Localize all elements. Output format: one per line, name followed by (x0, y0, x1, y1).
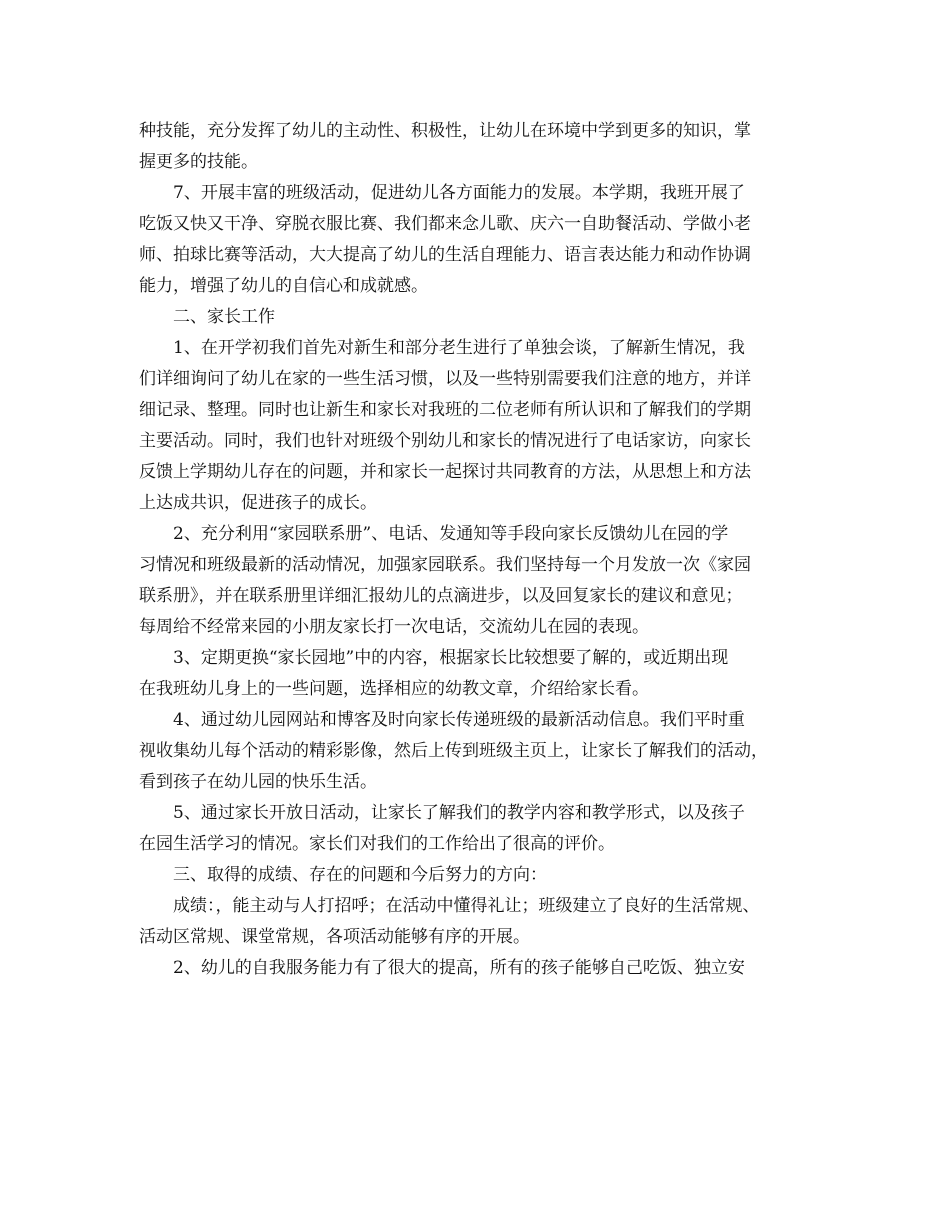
text-line: 上达成共识，促进孩子的成长。 (139, 493, 377, 513)
text-line: 们详细询问了幼儿在家的一些生活习惯，以及一些特别需要我们注意的地方，并详 (139, 369, 751, 389)
text-line: 细记录、整理。同时也让新生和家长对我班的二位老师有所认识和了解我们的学期 (139, 400, 751, 420)
text-line: 能力，增强了幼儿的自信心和成就感。 (139, 276, 428, 296)
text-line: 3、定期更换“家长园地”中的内容，根据家长比较想要了解的，或近期出现 (173, 648, 729, 668)
text-line: 7、开展丰富的班级活动，促进幼儿各方面能力的发展。本学期，我班开展了 (173, 183, 745, 203)
text-line: 2、充分利用“家园联系册”、电话、发通知等手段向家长反馈幼儿在园的学 (173, 524, 729, 544)
text-line: 在园生活学习的情况。家长们对我们的工作给出了很高的评价。 (139, 834, 615, 854)
text-line: 师、拍球比赛等活动，大大提高了幼儿的生活自理能力、语言表达能力和动作协调 (139, 245, 751, 265)
text-line: 吃饭又快又干净、穿脱衣服比赛、我们都来念儿歌、庆六一自助餐活动、学做小老 (139, 214, 751, 234)
text-line: 主要活动。同时，我们也针对班级个别幼儿和家长的情况进行了电话家访，向家长 (139, 431, 751, 451)
text-line: 2、幼儿的自我服务能力有了很大的提高，所有的孩子能够自己吃饭、独立安 (173, 958, 745, 978)
text-line: 5、通过家长开放日活动，让家长了解我们的教学内容和教学形式，以及孩子 (173, 803, 745, 823)
text-line: 4、通过幼儿园网站和博客及时向家长传递班级的最新活动信息。我们平时重 (173, 710, 745, 730)
text-line: 成绩：，能主动与人打招呼；在活动中懂得礼让；班级建立了良好的生活常规、 (173, 896, 760, 916)
text-line: 三、取得的成绩、存在的问题和今后努力的方向： (173, 865, 547, 885)
text-line: 1、在开学初我们首先对新生和部分老生进行了单独会谈，了解新生情况，我 (173, 338, 745, 358)
text-line: 二、家长工作 (173, 307, 275, 327)
text-line: 联系册》，并在联系册里详细汇报幼儿的点滴进步，以及回复家长的建议和意见； (139, 586, 743, 606)
text-line: 握更多的技能。 (139, 152, 258, 172)
text-line: 种技能，充分发挥了幼儿的主动性、积极性，让幼儿在环境中学到更多的知识，掌 (139, 121, 751, 141)
document-body (139, 116, 829, 984)
text-line: 反馈上学期幼儿存在的问题，并和家长一起探讨共同教育的方法，从思想上和方法 (139, 462, 751, 482)
text-line: 视收集幼儿每个活动的精彩影像，然后上传到班级主页上，让家长了解我们的活动， (139, 741, 768, 761)
text-line: 在我班幼儿身上的一些问题，选择相应的幼教文章，介绍给家长看。 (139, 679, 649, 699)
text-line: 习情况和班级最新的活动情况，加强家园联系。我们坚持每一个月发放一次《家园 (139, 555, 751, 575)
text-line: 活动区常规、课堂常规，各项活动能够有序的开展。 (139, 927, 530, 947)
text-line: 看到孩子在幼儿园的快乐生活。 (139, 772, 377, 792)
text-line: 每周给不经常来园的小朋友家长打一次电话，交流幼儿在园的表现。 (139, 617, 649, 637)
